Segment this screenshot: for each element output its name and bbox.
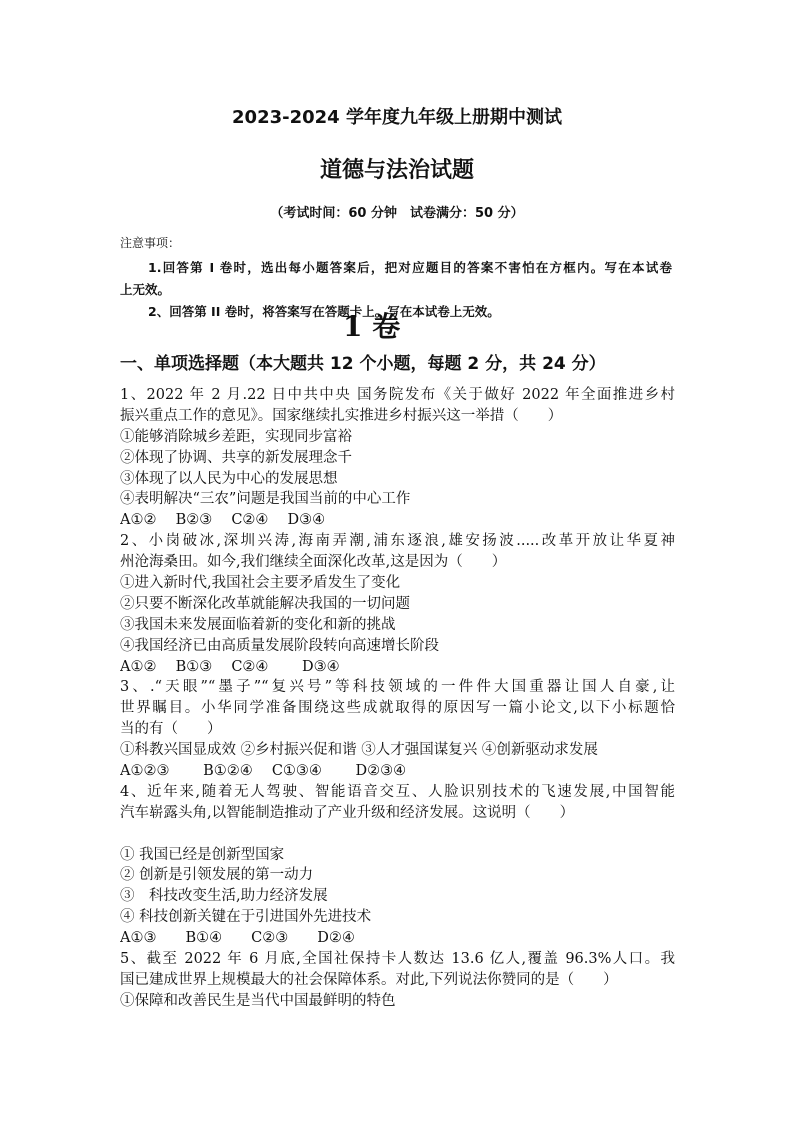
note-item-2: 2、回答第 II 卷时，将答案写在答题卡上。写在本试卷上无效。 bbox=[148, 304, 500, 319]
question-4 bbox=[120, 782, 675, 949]
answer-choices: A①②③ B①②④ C①③④ D②③④ bbox=[120, 763, 407, 780]
option-item: ④表明解决“三农”问题是我国当前的中心工作 bbox=[120, 491, 411, 508]
option-list bbox=[120, 991, 675, 1012]
question-stem bbox=[120, 385, 675, 427]
question-stem bbox=[120, 782, 675, 824]
stem-line: 州沧海桑田。如今,我们继续全面深化改革,这是因为（ ） bbox=[120, 554, 507, 571]
option-list bbox=[120, 573, 675, 657]
answer-choices: A①② B②③ C②④ D③④ bbox=[120, 512, 326, 529]
stem-line: 5、截至 2022 年 6 月底,全国社保持卡人数达 13.6 亿人,覆盖 96.3%人口。我 bbox=[120, 951, 675, 968]
question-2 bbox=[120, 531, 675, 677]
option-item: ②只要不断深化改革就能解决我国的一切问题 bbox=[120, 595, 410, 612]
question-5 bbox=[120, 949, 675, 1012]
question-list bbox=[120, 385, 675, 1012]
question-stem bbox=[120, 949, 675, 991]
option-item: ④ 科技创新关键在于引进国外先进技术 bbox=[120, 909, 372, 926]
stem-line: 国已建成世界上规模最大的社会保障体系。对此,下列说法你赞同的是（ ） bbox=[120, 971, 618, 988]
option-item: ①保障和改善民生是当代中国最鲜明的特色 bbox=[120, 992, 396, 1009]
option-item: ②体现了协调、共享的新发展理念千 bbox=[120, 449, 352, 466]
stem-line: 当的有（ ） bbox=[120, 721, 222, 738]
option-item: ①进入新时代,我国社会主要矛盾发生了变化 bbox=[120, 575, 401, 592]
option-list bbox=[120, 740, 675, 761]
stem-line: 2、小岗破冰,深圳兴涛,海南弄潮,浦东逐浪,雄安扬波.....改革开放让华夏神 bbox=[120, 533, 675, 550]
option-list bbox=[120, 845, 675, 929]
question-3 bbox=[120, 677, 675, 781]
note-item-1-continued: 上无效。 bbox=[120, 282, 171, 297]
stem-line: 4、近年来,随着无人驾驶、智能语音交互、人脸识别技术的飞速发展,中国智能 bbox=[120, 783, 675, 800]
subject-title: 道德与法治试题 bbox=[319, 158, 474, 183]
option-list bbox=[120, 427, 675, 511]
stem-line: 3、.“天眼”“墨子”“复兴号”等科技领域的一件件大国重器让国人自豪,让 bbox=[120, 679, 675, 696]
option-item: ①能够消除城乡差距，实现同步富裕 bbox=[120, 428, 352, 445]
stem-line: 1、2022 年 2 月.22 日中共中央 国务院发布《关于做好 2022 年全面推进乡村 bbox=[120, 387, 675, 403]
question-stem bbox=[120, 677, 675, 740]
option-item: ① 我国已经是创新型国家 bbox=[120, 846, 285, 863]
stem-line: 振兴重点工作的意见》。国家继续扎实推进乡村振兴这一举措（ ） bbox=[120, 407, 563, 424]
notes-heading: 注意事项： bbox=[120, 236, 181, 250]
note-item-1: 1.回答第 I 卷时，选出每小题答案后，把对应题目的答案不害怕在方框内。写在本试卷 bbox=[148, 260, 672, 275]
stem-line: 汽车崭露头角,以智能制造推动了产业升级和经济发展。这说明（ ） bbox=[120, 804, 575, 821]
question-stem bbox=[120, 531, 675, 573]
answer-choices: A①③ B①④ C②③ D②④ bbox=[120, 930, 355, 947]
question-1 bbox=[120, 385, 675, 531]
stem-line: 世界瞩目。小华同学准备围绕这些成就取得的原因写一篇小论文,以下小标题恰 bbox=[120, 700, 675, 717]
exam-info: （考试时间：60 分钟 试卷满分：50 分） bbox=[270, 206, 524, 221]
option-item: ④我国经济已由高质量发展阶段转向高速增长阶段 bbox=[120, 637, 439, 654]
option-item: ③我国未来发展面临着新的变化和新的挑战 bbox=[120, 616, 396, 633]
option-item: ② 创新是引领发展的第一动力 bbox=[120, 867, 314, 884]
option-item: ③体现了以人民为中心的发展思想 bbox=[120, 470, 338, 487]
option-item: ③ 科技改变生活,助力经济发展 bbox=[120, 888, 328, 905]
answer-choices: A①② B①③ C②④ D③④ bbox=[120, 658, 340, 675]
section-heading: 一、单项选择题（本大题共 12 个小题，每题 2 分，共 24 分） bbox=[120, 354, 606, 374]
exam-title: 2023-2024 学年度九年级上册期中测试 bbox=[232, 107, 562, 128]
option-item: ①科教兴国显成效 ②乡村振兴促和谐 ③人才强国谋复兴 ④创新驱动求发展 bbox=[120, 742, 598, 759]
volume-label: 1 卷 bbox=[343, 310, 401, 343]
